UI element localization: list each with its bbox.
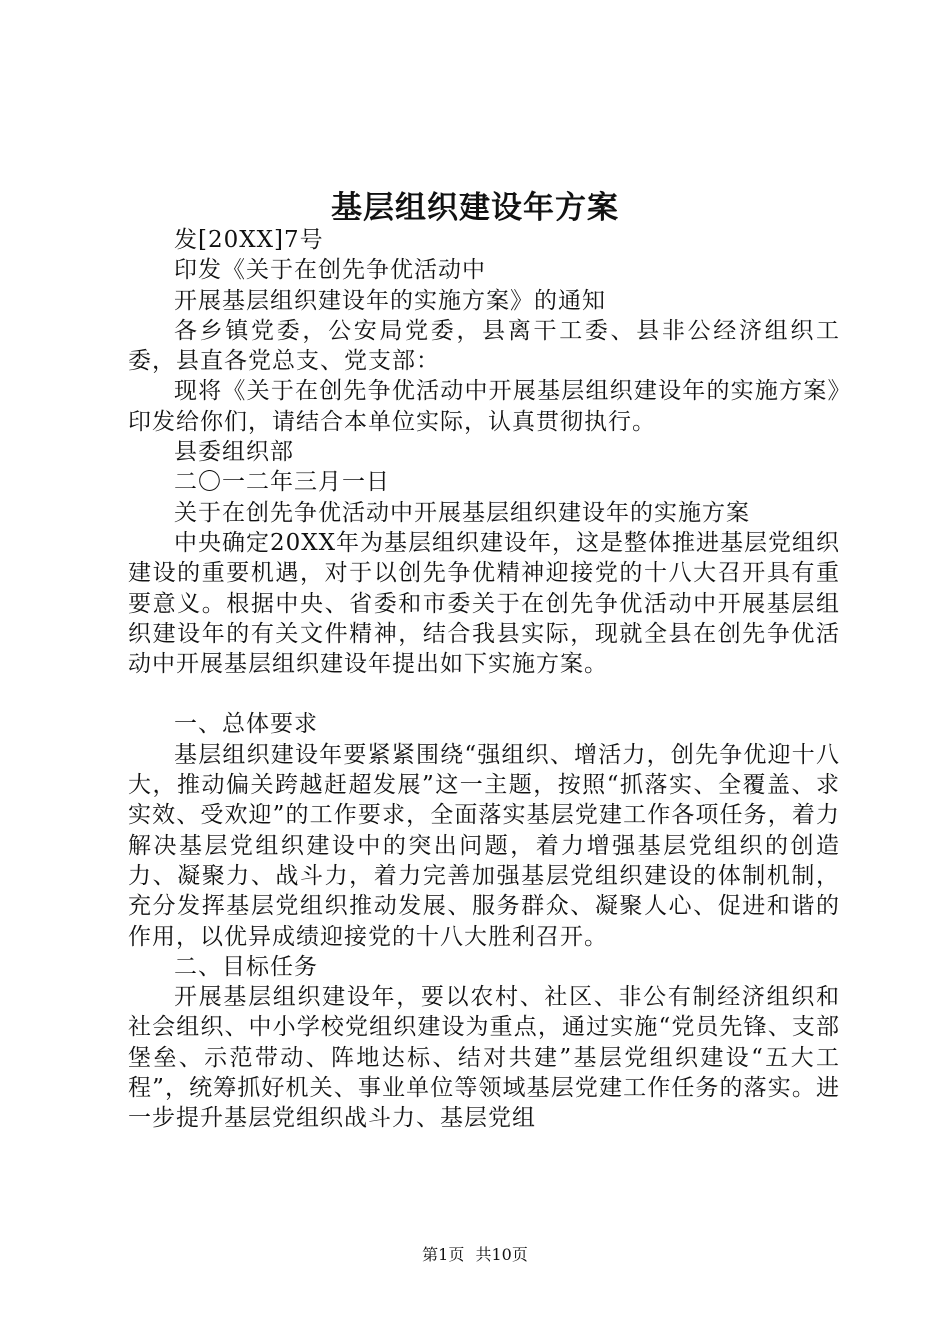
section-heading-1: 一、总体要求 <box>174 711 318 738</box>
section-1-paragraph: 基层组织建设年要紧紧围绕“强组织、增活力，创先争优迎十八大，推动偏关跨越赶超发展”这一主题，按照“抓落实、全覆盖、求实效、受欢迎”的工作要求，全面落实基层党建工作各项任务，着力解决基层党组织建设中的突出问题，着力增强基层党组织的创造力、凝聚力、战斗力，着力完善加强基层党组织建设的体制机制，充分发挥基层党组织推动发展、服务群众、凝聚人心、促进和谐的作用，以优异成绩迎接党的十八大胜利召开。 <box>128 741 840 950</box>
page-footer <box>0 1244 950 1266</box>
notice-title-line-1: 印发《关于在创先争优活动中 <box>174 257 486 284</box>
page-total: 共10页 <box>475 1245 528 1264</box>
recipients: 各乡镇党委，公安局党委，县离干工委、县非公经济组织工委，县直各党总支、党支部： <box>128 317 840 375</box>
document-body <box>128 225 840 1134</box>
page-number: 第1页 <box>422 1245 465 1264</box>
notice-body: 现将《关于在创先争优活动中开展基层组织建设年的实施方案》印发给你们，请结合本单位实际，认真贯彻执行。 <box>128 378 840 435</box>
doc-number: 发[20XX]7号 <box>174 227 324 253</box>
plan-title: 关于在创先争优活动中开展基层组织建设年的实施方案 <box>174 499 750 526</box>
intro-paragraph: 中央确定20XX年为基层组织建设年，这是整体推进基层党组织建设的重要机遇，对于以创先争优精神迎接党的十八大召开具有重要意义。根据中央、省委和市委关于在创先争优活动中开展基层组织建设年的有关文件精神，结合我县实际，现就全县在创先争优活动中开展基层组织建设年提出如下实施方案。 <box>128 529 841 678</box>
document-title: 基层组织建设年方案 <box>331 190 619 226</box>
issuer: 县委组织部 <box>174 439 294 466</box>
section-2-paragraph: 开展基层组织建设年，要以农村、社区、非公有制经济组织和社会组织、中小学校党组织建设为重点，通过实施“党员先锋、支部堡垒、示范带动、阵地达标、结对共建”基层党组织建设“五大工程”，统筹抓好机关、事业单位等领域基层党建工作任务的落实。进一步提升基层党组织战斗力、基层党组 <box>128 984 840 1132</box>
notice-title-line-2: 开展基层组织建设年的实施方案》的通知 <box>174 287 606 314</box>
issue-date: 二〇一二年三月一日 <box>174 469 390 496</box>
section-heading-2: 二、目标任务 <box>174 953 318 980</box>
